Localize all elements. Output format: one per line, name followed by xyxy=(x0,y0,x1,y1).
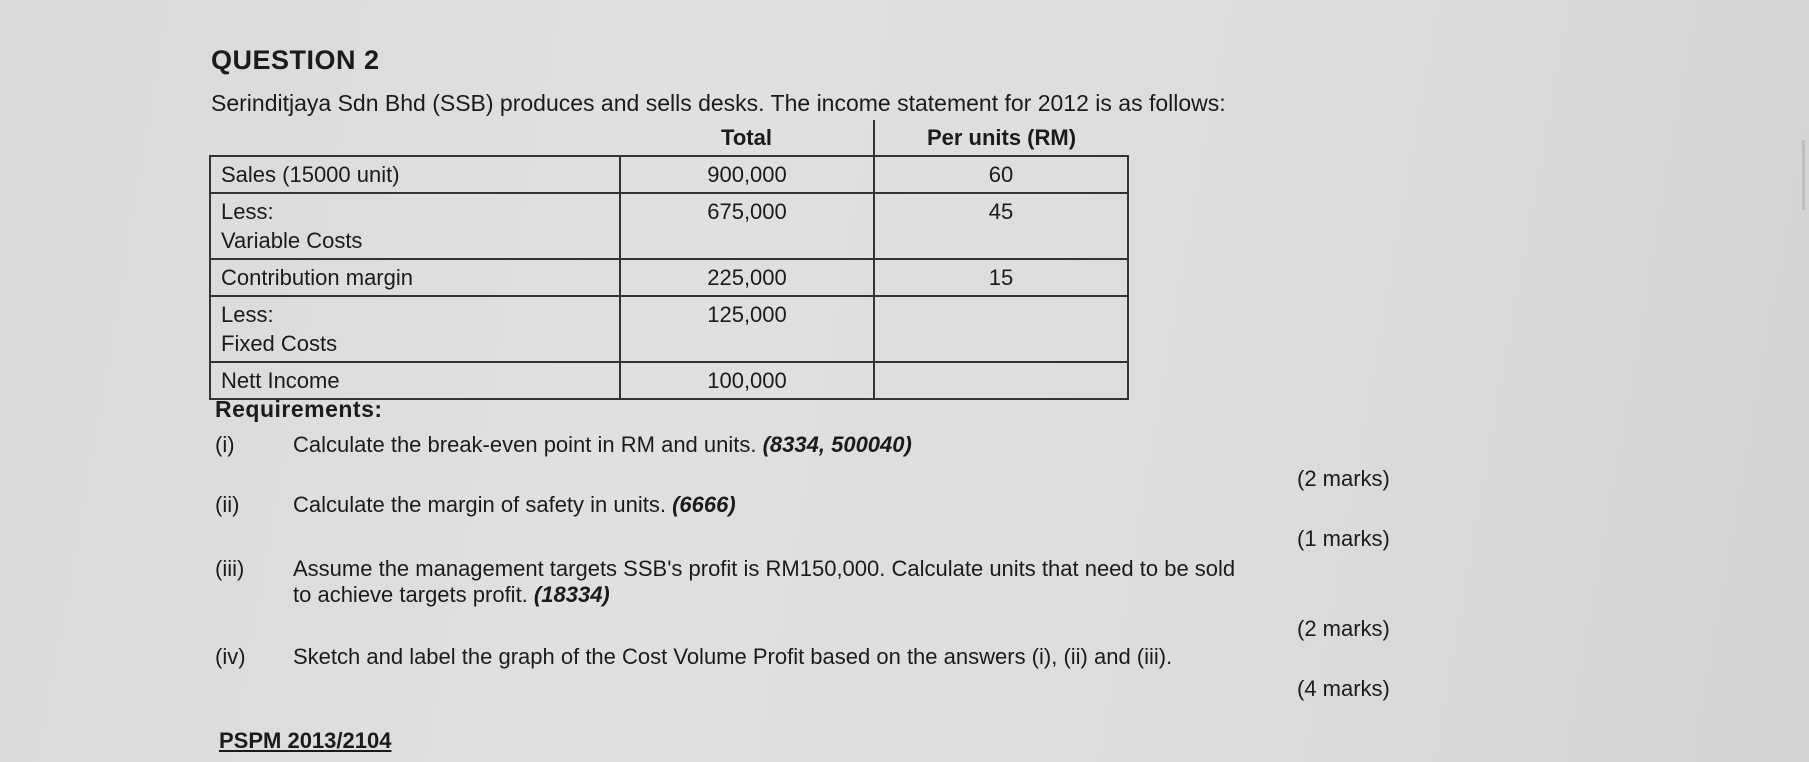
row-total: 675,000 xyxy=(620,193,874,259)
row-per-unit: 60 xyxy=(874,156,1128,193)
row-per-unit: 15 xyxy=(874,259,1128,296)
item-answer: (8334, 500040) xyxy=(762,432,912,457)
item-answer: (18334) xyxy=(533,582,610,607)
item-text: Assume the management targets SSB's profit is RM150,000. Calculate units that need to be sold xyxy=(293,556,1236,581)
row-per-unit: 45 xyxy=(874,193,1128,259)
row-total: 100,000 xyxy=(620,362,874,399)
row-per-unit xyxy=(874,296,1128,362)
row-label: Nett Income xyxy=(210,362,620,399)
item-question: to achieve targets profit. xyxy=(293,582,528,607)
item-text: Sketch and label the graph of the Cost Volume Profit based on the answers (i), (ii) and (iii). xyxy=(293,644,1173,669)
item-marks: (2 marks) xyxy=(1297,466,1390,491)
header-total: Total xyxy=(620,120,874,156)
row-label: Less: Variable Costs xyxy=(210,193,620,259)
item-text-continued xyxy=(293,582,610,608)
exam-code: PSPM 2013/2104 xyxy=(219,728,392,753)
item-number: (iii) xyxy=(215,556,245,581)
question-title: QUESTION 2 xyxy=(211,45,380,75)
row-label: Sales (15000 unit) xyxy=(210,156,620,193)
item-question: Calculate the break-even point in RM and units. xyxy=(293,432,757,457)
table-header-row xyxy=(210,120,1128,156)
item-question: Calculate the margin of safety in units. xyxy=(293,492,666,517)
item-marks: (1 marks) xyxy=(1297,526,1390,551)
item-text xyxy=(293,432,912,458)
row-total: 900,000 xyxy=(620,156,874,193)
item-number: (i) xyxy=(215,432,235,457)
table-row xyxy=(210,193,1128,259)
table-row xyxy=(210,362,1128,399)
adjacent-page-edge xyxy=(1802,140,1805,210)
row-per-unit xyxy=(874,362,1128,399)
row-label: Contribution margin xyxy=(210,259,620,296)
item-number: (iv) xyxy=(215,644,246,669)
header-blank xyxy=(210,120,620,156)
table-row xyxy=(210,259,1128,296)
income-statement-table xyxy=(209,120,1129,400)
header-per-unit: Per units (RM) xyxy=(874,120,1128,156)
item-marks: (2 marks) xyxy=(1297,616,1390,641)
row-label: Less: Fixed Costs xyxy=(210,296,620,362)
question-intro: Serinditjaya Sdn Bhd (SSB) produces and sells desks. The income statement for 2012 is as follows: xyxy=(211,90,1226,116)
item-number: (ii) xyxy=(215,492,240,517)
requirements-heading: Requirements: xyxy=(215,396,383,422)
item-marks: (4 marks) xyxy=(1297,676,1390,701)
row-total: 225,000 xyxy=(620,259,874,296)
table-row xyxy=(210,296,1128,362)
table-row xyxy=(210,156,1128,193)
item-answer: (6666) xyxy=(672,492,736,517)
row-total: 125,000 xyxy=(620,296,874,362)
item-text xyxy=(293,492,736,518)
